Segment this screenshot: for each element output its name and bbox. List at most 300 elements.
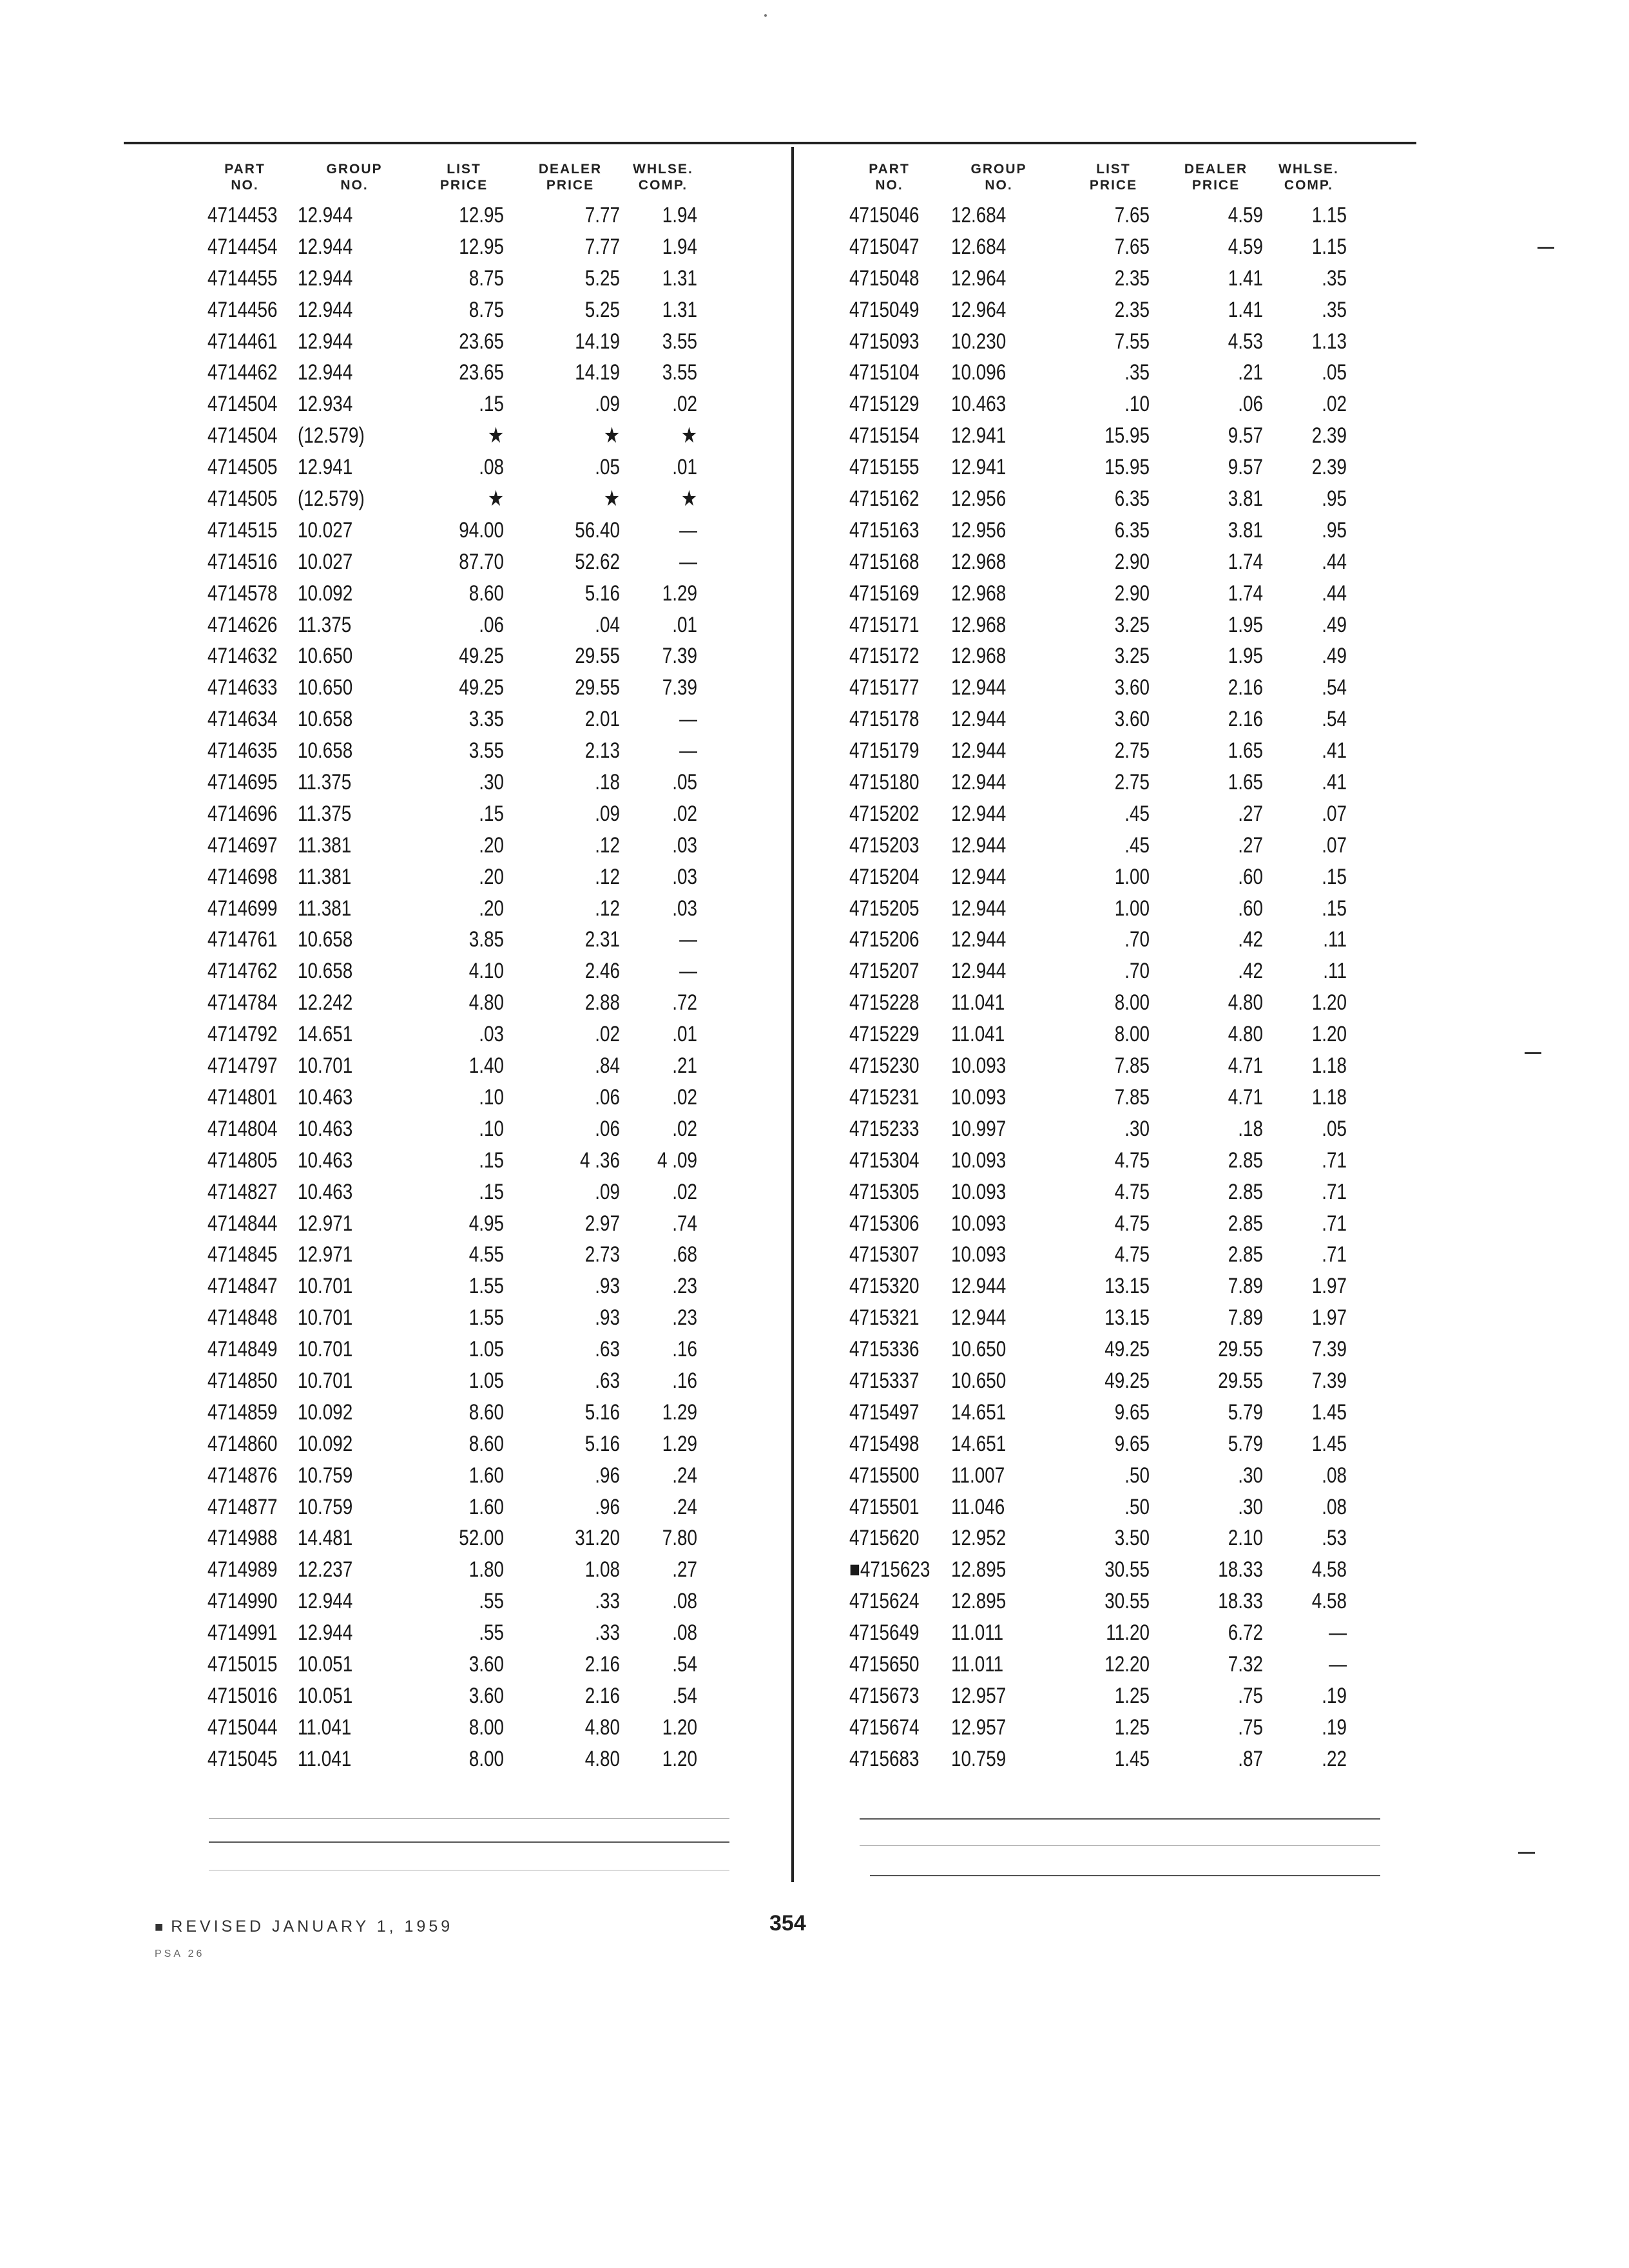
list-price-cell: 12.95 xyxy=(459,203,504,227)
list-price-cell: 4.75 xyxy=(1114,1242,1150,1267)
whlse-comp-cell: 4 .09 xyxy=(657,1148,697,1173)
dealer-price-cell: 1.74 xyxy=(1228,549,1263,574)
group-no-cell: 11.011 xyxy=(951,1651,1004,1677)
group-no-cell: 10.051 xyxy=(298,1651,353,1677)
group-no-cell: 12.944 xyxy=(951,770,1007,795)
list-price-cell: 8.60 xyxy=(468,1399,504,1425)
group-no-cell: 11.046 xyxy=(951,1494,1005,1519)
whlse-comp-cell: 4.58 xyxy=(1311,1589,1347,1614)
whlse-comp-cell: .49 xyxy=(1322,644,1347,669)
group-no-cell: 10.027 xyxy=(298,517,353,543)
dealer-price-cell: 2.85 xyxy=(1228,1148,1263,1173)
header-group-no: GROUP NO. xyxy=(326,162,383,193)
group-no-cell: 10.092 xyxy=(298,581,353,606)
list-price-cell: 1.05 xyxy=(468,1368,504,1393)
dealer-price-cell: 5.16 xyxy=(584,581,620,606)
dealer-price-cell: .42 xyxy=(1238,959,1263,984)
whlse-comp-cell: .03 xyxy=(672,832,697,858)
list-price-cell: 4.75 xyxy=(1114,1211,1150,1236)
group-no-cell: (12.579) xyxy=(298,423,365,448)
part-no-cell: 4715048 xyxy=(849,265,920,291)
part-no-cell: 4714505 xyxy=(207,486,278,512)
part-no-cell: 4714578 xyxy=(207,581,278,606)
list-price-cell: 1.55 xyxy=(468,1305,504,1331)
dealer-price-cell: 7.89 xyxy=(1228,1274,1263,1299)
whlse-comp-cell: .08 xyxy=(672,1620,697,1646)
group-no-cell: 10.092 xyxy=(298,1431,353,1456)
margin-tick xyxy=(1537,247,1554,249)
dealer-price-cell: .18 xyxy=(1238,1116,1263,1141)
part-no-cell: 4714845 xyxy=(207,1242,278,1267)
part-no-cell: 4715049 xyxy=(849,297,920,322)
part-no-cell: 4715320 xyxy=(849,1274,920,1299)
list-price-cell: .50 xyxy=(1124,1494,1150,1519)
part-no-cell: 4715231 xyxy=(849,1084,920,1110)
group-no-cell: 12.964 xyxy=(951,297,1007,322)
list-price-cell: 4.10 xyxy=(468,959,504,984)
dealer-price-cell: 5.16 xyxy=(584,1431,620,1456)
part-no-cell: 4715501 xyxy=(849,1494,920,1519)
list-price-cell: 8.60 xyxy=(468,1431,504,1456)
group-no-cell: 10.093 xyxy=(951,1148,1007,1173)
group-no-cell: 10.759 xyxy=(951,1746,1007,1771)
group-no-cell: 12.968 xyxy=(951,549,1007,574)
part-no-cell: 4715169 xyxy=(849,581,920,606)
dealer-price-cell: .33 xyxy=(595,1620,620,1646)
group-no-cell: 11.041 xyxy=(298,1715,352,1740)
whlse-comp-cell: .21 xyxy=(672,1053,697,1079)
dealer-price-cell: .60 xyxy=(1238,896,1263,921)
form-code: PSA 26 xyxy=(155,1948,205,1959)
group-no-cell: 11.007 xyxy=(951,1463,1005,1488)
part-no-cell: 4715168 xyxy=(849,549,920,574)
whlse-comp-cell: — xyxy=(1329,1651,1347,1677)
group-no-cell: 12.944 xyxy=(298,203,353,227)
blank-rule xyxy=(209,1818,729,1819)
dealer-price-cell: .87 xyxy=(1238,1746,1263,1771)
whlse-comp-cell: .01 xyxy=(672,612,697,637)
list-price-cell: 6.35 xyxy=(1114,517,1150,543)
whlse-comp-cell: 1.20 xyxy=(1311,1022,1347,1047)
group-no-cell: 12.941 xyxy=(298,455,353,480)
list-price-cell: 1.00 xyxy=(1114,864,1150,889)
dealer-price-cell: 1.65 xyxy=(1228,770,1263,795)
whlse-comp-cell: 1.29 xyxy=(662,581,697,606)
whlse-comp-cell: .35 xyxy=(1322,297,1347,322)
part-no-cell: 4714453 xyxy=(207,203,278,227)
dealer-price-cell: 29.55 xyxy=(575,644,620,669)
list-price-cell: .20 xyxy=(479,864,504,889)
whlse-comp-cell: .27 xyxy=(672,1557,697,1582)
group-no-cell: 12.944 xyxy=(951,1274,1007,1299)
group-no-cell: 10.027 xyxy=(298,549,353,574)
dealer-price-cell: .09 xyxy=(595,392,620,417)
dealer-price-cell: .06 xyxy=(595,1084,620,1110)
part-no-cell: 4715649 xyxy=(849,1620,920,1646)
list-price-cell: .03 xyxy=(479,1022,504,1047)
whlse-comp-cell: .68 xyxy=(672,1242,697,1267)
group-no-cell: 12.944 xyxy=(298,360,353,385)
part-no-cell: 4714847 xyxy=(207,1274,278,1299)
part-no-cell: 4714877 xyxy=(207,1494,278,1519)
list-price-cell: 7.85 xyxy=(1114,1053,1150,1079)
group-no-cell: 10.701 xyxy=(298,1053,353,1079)
group-no-cell: 14.651 xyxy=(951,1399,1007,1425)
part-no-cell: 4715044 xyxy=(207,1715,278,1740)
dealer-price-cell: 4.80 xyxy=(1228,1022,1263,1047)
dealer-price-cell: .93 xyxy=(595,1305,620,1331)
scan-speck xyxy=(764,14,767,17)
group-no-cell: 10.093 xyxy=(951,1211,1007,1236)
part-no-cell: 4714504 xyxy=(207,423,278,448)
part-no-cell: 4714632 xyxy=(207,644,278,669)
whlse-comp-cell: .74 xyxy=(672,1211,697,1236)
list-price-cell: 49.25 xyxy=(1104,1368,1150,1393)
dealer-price-cell: 4.80 xyxy=(584,1746,620,1771)
list-price-cell: 23.65 xyxy=(459,360,504,385)
whlse-comp-cell: .95 xyxy=(1322,486,1347,512)
whlse-comp-cell: .23 xyxy=(672,1305,697,1331)
whlse-comp-cell: 3.55 xyxy=(662,329,697,354)
list-price-cell: 1.25 xyxy=(1114,1715,1150,1740)
part-no-cell: 4714876 xyxy=(207,1463,278,1488)
whlse-comp-cell: .72 xyxy=(672,990,697,1015)
group-no-cell: 12.944 xyxy=(298,297,353,322)
whlse-comp-cell: — xyxy=(679,707,697,732)
dealer-price-cell: .21 xyxy=(1238,360,1263,385)
group-no-cell: 12.944 xyxy=(951,1305,1007,1331)
whlse-comp-cell: 2.39 xyxy=(1311,455,1347,480)
whlse-comp-cell: — xyxy=(1329,1620,1347,1646)
column-divider xyxy=(791,147,794,1882)
part-no-cell: 4714988 xyxy=(207,1526,278,1551)
group-no-cell: 12.944 xyxy=(951,864,1007,889)
list-price-cell: 1.60 xyxy=(468,1463,504,1488)
whlse-comp-cell: .22 xyxy=(1322,1746,1347,1771)
whlse-comp-cell: .03 xyxy=(672,864,697,889)
list-price-cell: .08 xyxy=(479,455,504,480)
dealer-price-cell: 2.31 xyxy=(584,927,620,952)
whlse-comp-cell: 1.18 xyxy=(1311,1053,1347,1079)
part-no-cell: 4714805 xyxy=(207,1148,278,1173)
whlse-comp-cell: .02 xyxy=(672,1116,697,1141)
dealer-price-cell: .63 xyxy=(595,1337,620,1362)
group-no-cell: 11.381 xyxy=(298,896,352,921)
group-no-cell: 10.701 xyxy=(298,1368,353,1393)
list-price-cell: 3.60 xyxy=(1114,675,1150,700)
part-no-cell: 4715163 xyxy=(849,517,920,543)
part-no-cell: 4715177 xyxy=(849,675,920,700)
part-no-cell: 4715306 xyxy=(849,1211,920,1236)
part-no-cell: 4715172 xyxy=(849,644,920,669)
part-no-cell: 4715650 xyxy=(849,1651,920,1677)
group-no-cell: 12.968 xyxy=(951,644,1007,669)
part-no-cell: 4715178 xyxy=(849,707,920,732)
part-no-cell: 4714454 xyxy=(207,234,278,259)
part-no-cell: 4715047 xyxy=(849,234,920,259)
dealer-price-cell: ★ xyxy=(604,423,620,448)
dealer-price-cell: 2.01 xyxy=(584,707,620,732)
whlse-comp-cell: .54 xyxy=(1322,675,1347,700)
dealer-price-cell: .93 xyxy=(595,1274,620,1299)
group-no-cell: 10.463 xyxy=(298,1148,353,1173)
whlse-comp-cell: — xyxy=(679,549,697,574)
dealer-price-cell: 5.79 xyxy=(1228,1399,1263,1425)
list-price-cell: 49.25 xyxy=(459,675,504,700)
dealer-price-cell: 2.85 xyxy=(1228,1242,1263,1267)
whlse-comp-cell: .05 xyxy=(672,770,697,795)
whlse-comp-cell: .19 xyxy=(1322,1715,1347,1740)
part-no-cell: 4715207 xyxy=(849,959,920,984)
list-price-cell: .35 xyxy=(1124,360,1150,385)
dealer-price-cell: 9.57 xyxy=(1228,455,1263,480)
header-dealer-price: DEALER PRICE xyxy=(1184,162,1248,193)
whlse-comp-cell: .71 xyxy=(1322,1211,1347,1236)
part-no-cell: 4714850 xyxy=(207,1368,278,1393)
part-no-cell: 4715304 xyxy=(849,1148,920,1173)
list-price-cell: 2.75 xyxy=(1114,738,1150,764)
header-part-no: PART NO. xyxy=(224,162,265,193)
whlse-comp-cell: .01 xyxy=(672,455,697,480)
dealer-price-cell: 29.55 xyxy=(1218,1337,1263,1362)
revision-note xyxy=(155,1917,453,1936)
list-price-cell: 2.75 xyxy=(1114,770,1150,795)
list-price-cell: 4.95 xyxy=(468,1211,504,1236)
whlse-comp-cell: 3.55 xyxy=(662,360,697,385)
dealer-price-cell: .04 xyxy=(595,612,620,637)
whlse-comp-cell: .71 xyxy=(1322,1242,1347,1267)
group-no-cell: 12.968 xyxy=(951,581,1007,606)
whlse-comp-cell: .71 xyxy=(1322,1148,1347,1173)
dealer-price-cell: .30 xyxy=(1238,1463,1263,1488)
group-no-cell: 10.093 xyxy=(951,1179,1007,1204)
revision-text: REVISED JANUARY 1, 1959 xyxy=(171,1917,454,1936)
whlse-comp-cell: .03 xyxy=(672,896,697,921)
dealer-price-cell: 2.16 xyxy=(1228,707,1263,732)
group-no-cell: 10.658 xyxy=(298,927,353,952)
group-no-cell: 12.895 xyxy=(951,1557,1007,1582)
whlse-comp-cell: 1.20 xyxy=(662,1715,697,1740)
dealer-price-cell: .18 xyxy=(595,770,620,795)
part-no-cell: 4714827 xyxy=(207,1179,278,1204)
dealer-price-cell: 3.81 xyxy=(1228,517,1263,543)
list-price-cell: 8.00 xyxy=(468,1746,504,1771)
whlse-comp-cell: .05 xyxy=(1322,1116,1347,1141)
part-no-cell: 4714761 xyxy=(207,927,278,952)
blank-rule xyxy=(870,1875,1380,1876)
dealer-price-cell: .30 xyxy=(1238,1494,1263,1519)
list-price-cell: 2.90 xyxy=(1114,549,1150,574)
dealer-price-cell: 4.59 xyxy=(1228,234,1263,259)
part-no-cell: 4715155 xyxy=(849,455,920,480)
dealer-price-cell: 4.71 xyxy=(1228,1053,1263,1079)
list-price-cell: 1.80 xyxy=(468,1557,504,1582)
group-no-cell: 12.944 xyxy=(298,234,353,259)
list-price-cell: 1.60 xyxy=(468,1494,504,1519)
dealer-price-cell: 2.16 xyxy=(584,1683,620,1708)
list-price-cell: 6.35 xyxy=(1114,486,1150,512)
whlse-comp-cell: .16 xyxy=(672,1368,697,1393)
dealer-price-cell: .12 xyxy=(595,832,620,858)
part-no-cell: 4714797 xyxy=(207,1053,278,1079)
whlse-comp-cell: 7.39 xyxy=(662,644,697,669)
dealer-price-cell: 2.16 xyxy=(1228,675,1263,700)
dealer-price-cell: 5.79 xyxy=(1228,1431,1263,1456)
margin-tick xyxy=(1518,1852,1535,1854)
part-no-cell: 4715230 xyxy=(849,1053,920,1079)
top-rule xyxy=(124,142,1416,144)
part-no-cell: 4715620 xyxy=(849,1526,920,1551)
part-no-cell: 4714848 xyxy=(207,1305,278,1331)
whlse-comp-cell: 1.97 xyxy=(1311,1274,1347,1299)
group-no-cell: 10.658 xyxy=(298,738,353,764)
whlse-comp-cell: 1.45 xyxy=(1311,1431,1347,1456)
whlse-comp-cell: 7.39 xyxy=(1311,1368,1347,1393)
list-price-cell: 8.75 xyxy=(468,265,504,291)
list-price-cell: 3.25 xyxy=(1114,644,1150,669)
dealer-price-cell: 7.89 xyxy=(1228,1305,1263,1331)
list-price-cell: 12.95 xyxy=(459,234,504,259)
list-price-cell: 8.75 xyxy=(468,297,504,322)
group-no-cell: 11.381 xyxy=(298,864,352,889)
group-no-cell: 10.759 xyxy=(298,1494,353,1519)
whlse-comp-cell: 7.80 xyxy=(662,1526,697,1551)
part-no-cell: 4715016 xyxy=(207,1683,278,1708)
list-price-cell: 3.25 xyxy=(1114,612,1150,637)
group-no-cell: 10.997 xyxy=(951,1116,1007,1141)
dealer-price-cell: .60 xyxy=(1238,864,1263,889)
whlse-comp-cell: .01 xyxy=(672,1022,697,1047)
dealer-price-cell: 29.55 xyxy=(1218,1368,1263,1393)
dealer-price-cell: 5.25 xyxy=(584,265,620,291)
part-no-cell: 4715673 xyxy=(849,1683,920,1708)
part-no-cell: 4715336 xyxy=(849,1337,920,1362)
part-no-cell: 4715683 xyxy=(849,1746,920,1771)
whlse-comp-cell: .95 xyxy=(1322,517,1347,543)
whlse-comp-cell: .53 xyxy=(1322,1526,1347,1551)
list-price-cell: .15 xyxy=(479,801,504,826)
group-no-cell: 12.952 xyxy=(951,1526,1007,1551)
whlse-comp-cell: 1.29 xyxy=(662,1431,697,1456)
dealer-price-cell: .05 xyxy=(595,455,620,480)
dealer-price-cell: 2.88 xyxy=(584,990,620,1015)
part-no-cell: 4715162 xyxy=(849,486,920,512)
list-price-cell: 3.85 xyxy=(468,927,504,952)
whlse-comp-cell: ★ xyxy=(681,423,697,448)
group-no-cell: 12.956 xyxy=(951,486,1007,512)
part-no-cell: 4714849 xyxy=(207,1337,278,1362)
list-price-cell: .50 xyxy=(1124,1463,1150,1488)
group-no-cell: 10.051 xyxy=(298,1683,353,1708)
dealer-price-cell: 6.72 xyxy=(1228,1620,1263,1646)
part-no-cell: 4715497 xyxy=(849,1399,920,1425)
group-no-cell: 12.957 xyxy=(951,1683,1007,1708)
dealer-price-cell: 18.33 xyxy=(1218,1589,1263,1614)
dealer-price-cell: 2.46 xyxy=(584,959,620,984)
whlse-comp-cell: 1.94 xyxy=(662,234,697,259)
group-no-cell: 10.092 xyxy=(298,1399,353,1425)
group-no-cell: 10.759 xyxy=(298,1463,353,1488)
whlse-comp-cell: 1.20 xyxy=(1311,990,1347,1015)
group-no-cell: 12.944 xyxy=(951,738,1007,764)
list-price-cell: 4.55 xyxy=(468,1242,504,1267)
group-no-cell: 12.971 xyxy=(298,1242,353,1267)
list-price-cell: .70 xyxy=(1124,927,1150,952)
dealer-price-cell: .96 xyxy=(595,1463,620,1488)
part-no-cell: 4714633 xyxy=(207,675,278,700)
whlse-comp-cell: 1.15 xyxy=(1311,203,1347,227)
group-no-cell: 10.463 xyxy=(298,1084,353,1110)
whlse-comp-cell: 1.13 xyxy=(1311,329,1347,354)
dealer-price-cell: .27 xyxy=(1238,801,1263,826)
dealer-price-cell: 1.08 xyxy=(584,1557,620,1582)
whlse-comp-cell: .49 xyxy=(1322,612,1347,637)
part-no-cell: ■4715623 xyxy=(849,1557,930,1582)
list-price-cell: 2.90 xyxy=(1114,581,1150,606)
group-no-cell: 10.463 xyxy=(298,1179,353,1204)
list-price-cell: 3.55 xyxy=(468,738,504,764)
part-no-cell: 4714695 xyxy=(207,770,278,795)
dealer-price-cell: .02 xyxy=(595,1022,620,1047)
list-price-cell: 1.40 xyxy=(468,1053,504,1079)
dealer-price-cell: 4.59 xyxy=(1228,203,1263,227)
list-price-cell: 7.65 xyxy=(1114,203,1150,227)
group-no-cell: 12.934 xyxy=(298,392,353,417)
part-no-cell: 4715206 xyxy=(849,927,920,952)
group-no-cell: 12.944 xyxy=(298,1620,353,1646)
group-no-cell: 10.650 xyxy=(951,1337,1007,1362)
dealer-price-cell: .06 xyxy=(1238,392,1263,417)
part-no-cell: 4714990 xyxy=(207,1589,278,1614)
part-no-cell: 4715337 xyxy=(849,1368,920,1393)
part-no-cell: 4714504 xyxy=(207,392,278,417)
group-no-cell: 12.242 xyxy=(298,990,353,1015)
whlse-comp-cell: .24 xyxy=(672,1463,697,1488)
dealer-price-cell: 2.85 xyxy=(1228,1179,1263,1204)
whlse-comp-cell: .07 xyxy=(1322,832,1347,858)
list-price-cell: 87.70 xyxy=(459,549,504,574)
whlse-comp-cell: 7.39 xyxy=(1311,1337,1347,1362)
list-price-cell: 4.80 xyxy=(468,990,504,1015)
list-price-cell: 23.65 xyxy=(459,329,504,354)
whlse-comp-cell: .71 xyxy=(1322,1179,1347,1204)
whlse-comp-cell: .02 xyxy=(672,1179,697,1204)
part-no-cell: 4714634 xyxy=(207,707,278,732)
list-price-cell: 15.95 xyxy=(1104,423,1150,448)
group-no-cell: 12.941 xyxy=(951,455,1007,480)
group-no-cell: 12.944 xyxy=(951,959,1007,984)
whlse-comp-cell: 1.15 xyxy=(1311,234,1347,259)
group-no-cell: 11.381 xyxy=(298,832,352,858)
list-price-cell: .06 xyxy=(479,612,504,637)
whlse-comp-cell: 1.45 xyxy=(1311,1399,1347,1425)
group-no-cell: 10.650 xyxy=(298,644,353,669)
whlse-comp-cell: — xyxy=(679,517,697,543)
group-no-cell: 14.651 xyxy=(951,1431,1007,1456)
dealer-price-cell: .75 xyxy=(1238,1715,1263,1740)
list-price-cell: ★ xyxy=(488,486,504,512)
group-no-cell: 12.941 xyxy=(951,423,1007,448)
part-no-cell: 4714697 xyxy=(207,832,278,858)
dealer-price-cell: 3.81 xyxy=(1228,486,1263,512)
part-no-cell: 4714844 xyxy=(207,1211,278,1236)
list-price-cell: 8.00 xyxy=(1114,990,1150,1015)
part-no-cell: 4714762 xyxy=(207,959,278,984)
page-number: 354 xyxy=(769,1911,806,1936)
whlse-comp-cell: .02 xyxy=(672,392,697,417)
whlse-comp-cell: .24 xyxy=(672,1494,697,1519)
part-no-cell: 4714804 xyxy=(207,1116,278,1141)
